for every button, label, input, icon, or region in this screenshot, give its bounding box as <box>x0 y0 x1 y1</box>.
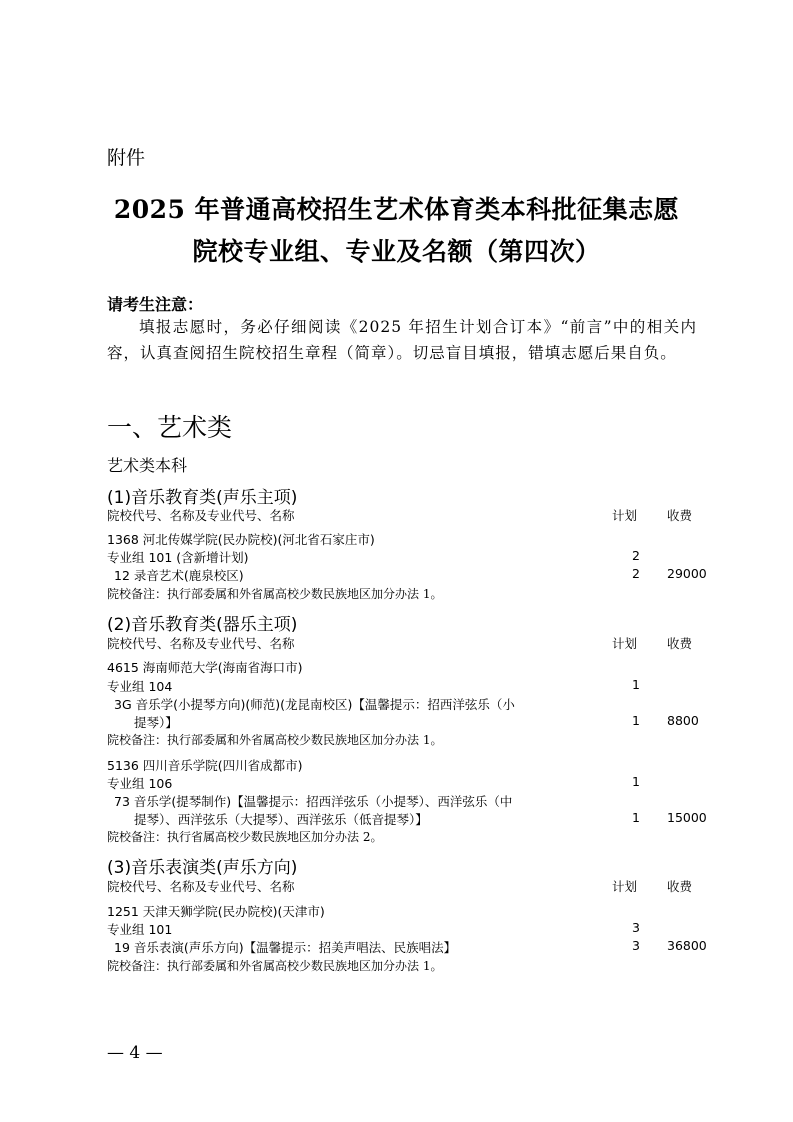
school-name: 4615 海南师范大学(海南省海口市) <box>107 660 303 675</box>
notice-body: 填报志愿时，务必仔细阅读《2025 年招生计划合订本》“前言”中的相关内容，认真查阅招生院校招生章程（简章）。切忌盲目填报，错填志愿后果自负。 <box>107 318 697 362</box>
page-title-line2: 院校专业组、专业及名额（第四次） <box>192 237 601 266</box>
major-plan: 1 <box>632 810 640 825</box>
school-name: 5136 四川音乐学院(四川省成都市) <box>107 758 303 773</box>
column-header-school: 院校代号、名称及专业代号、名称 <box>107 879 295 894</box>
category-title: (1)音乐教育类(声乐主项) <box>107 488 298 508</box>
group-plan: 1 <box>632 774 640 789</box>
major-fee: 29000 <box>667 566 707 581</box>
major-group: 专业组 101 (含新增计划) <box>107 550 249 565</box>
major-plan: 2 <box>632 566 640 581</box>
school-remark: 院校备注：执行部委属和外省属高校少数民族地区加分办法 1。 <box>107 587 443 601</box>
page-number: — 4 — <box>107 1043 163 1063</box>
school-remark: 院校备注：执行部委属和外省属高校少数民族地区加分办法 1。 <box>107 959 443 973</box>
group-plan: 1 <box>632 677 640 692</box>
major-group: 专业组 101 <box>107 922 173 937</box>
school-remark: 院校备注：执行省属高校少数民族地区加分办法 2。 <box>107 830 383 844</box>
column-header-plan: 计划 <box>612 508 638 523</box>
section-heading: 一、艺术类 <box>107 413 233 442</box>
major-name-cont: 提琴）】 <box>134 715 178 730</box>
major-name: 73 音乐学(提琴制作)【温馨提示：招西洋弦乐（小提琴）、西洋弦乐（中 <box>114 794 513 809</box>
page-title-line1: 2025 年普通高校招生艺术体育类本科批征集志愿 <box>113 195 680 224</box>
major-group: 专业组 106 <box>107 776 173 791</box>
major-group: 专业组 104 <box>107 679 173 694</box>
major-name: 3G 音乐学(小提琴方向)(师范)(龙昆南校区)【温馨提示：招西洋弦乐（小 <box>114 697 515 712</box>
major-fee: 36800 <box>667 938 707 953</box>
column-header-fee: 收费 <box>667 636 693 651</box>
column-header-fee: 收费 <box>667 879 693 894</box>
major-plan: 3 <box>632 938 640 953</box>
major-name: 19 音乐表演(声乐方向)【温馨提示：招美声唱法、民族唱法】 <box>114 940 457 955</box>
major-fee: 15000 <box>667 810 707 825</box>
column-header-school: 院校代号、名称及专业代号、名称 <box>107 508 295 523</box>
notice-heading: 请考生注意： <box>107 295 204 314</box>
attachment-label: 附件 <box>107 147 146 169</box>
category-title: (3)音乐表演类(声乐方向) <box>107 858 298 878</box>
major-name: 12 录音艺术(鹿泉校区) <box>114 568 244 583</box>
group-plan: 2 <box>632 548 640 563</box>
school-remark: 院校备注：执行部委属和外省属高校少数民族地区加分办法 1。 <box>107 733 443 747</box>
major-name-cont: 提琴）、西洋弦乐（大提琴）、西洋弦乐（低音提琴）】 <box>134 812 428 827</box>
group-plan: 3 <box>632 920 640 935</box>
column-header-plan: 计划 <box>612 879 638 894</box>
major-fee: 8800 <box>667 713 699 728</box>
column-header-school: 院校代号、名称及专业代号、名称 <box>107 636 295 651</box>
school-name: 1368 河北传媒学院(民办院校)(河北省石家庄市) <box>107 532 375 547</box>
column-header-plan: 计划 <box>612 636 638 651</box>
column-header-fee: 收费 <box>667 508 693 523</box>
school-name: 1251 天津天狮学院(民办院校)(天津市) <box>107 904 325 919</box>
major-plan: 1 <box>632 713 640 728</box>
category-title: (2)音乐教育类(器乐主项) <box>107 615 298 635</box>
subsection-heading: 艺术类本科 <box>107 456 188 475</box>
